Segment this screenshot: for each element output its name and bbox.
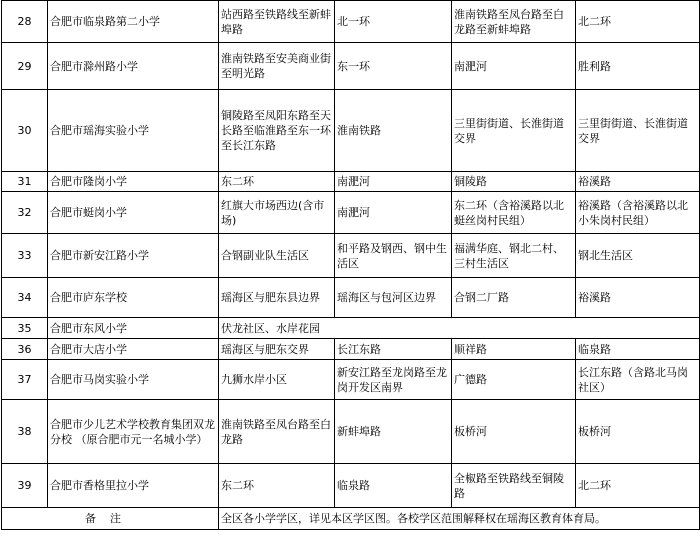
boundary-cell: 南淝河 <box>452 43 576 90</box>
boundary-cell: 东二环 <box>219 464 335 508</box>
boundary-cell: 三里街街道、长淮街道交界 <box>452 90 576 172</box>
row-number: 29 <box>2 43 48 90</box>
school-name: 合肥市瑶海实验小学 <box>48 90 219 172</box>
boundary-cell: 长江东路（含路北马岗社区） <box>576 360 700 400</box>
boundary-cell: 淮南铁路至安美商业街至明光路 <box>219 43 335 90</box>
boundary-cell: 临泉路 <box>576 339 700 360</box>
boundary-cell: 板桥河 <box>452 400 576 464</box>
row-number: 36 <box>2 339 48 360</box>
boundary-cell: 全椒路至铁路线至铜陵路 <box>452 464 576 508</box>
boundary-cell: 铜陵路 <box>452 172 576 192</box>
row-number: 35 <box>2 318 48 339</box>
school-district-table <box>1 0 700 530</box>
boundary-cell: 南淝河 <box>335 172 452 192</box>
boundary-cell: 瑶海区与包河区边界 <box>335 278 452 318</box>
row-number: 38 <box>2 400 48 464</box>
school-name: 合肥市临泉路第二小学 <box>48 1 219 43</box>
boundary-cell: 长江东路 <box>335 339 452 360</box>
boundary-cell: 裕溪路 <box>576 172 700 192</box>
table-row <box>2 318 700 339</box>
boundary-cell: 新蚌埠路 <box>335 400 452 464</box>
row-number: 32 <box>2 192 48 234</box>
boundary-cell: 东二环 <box>219 172 335 192</box>
note-row <box>2 508 700 530</box>
school-name: 合肥市马岗实验小学 <box>48 360 219 400</box>
row-number: 33 <box>2 234 48 278</box>
boundary-cell: 站西路至铁路线至新蚌埠路 <box>219 1 335 43</box>
boundary-cell: 瑶海区与肥东县边界 <box>219 278 335 318</box>
boundary-cell: 伏龙社区、水岸花园 <box>219 318 700 339</box>
school-name: 合肥市隆岗小学 <box>48 172 219 192</box>
boundary-cell: 新安江路至龙岗路至龙岗开发区南界 <box>335 360 452 400</box>
table-row <box>2 400 700 464</box>
row-number: 28 <box>2 1 48 43</box>
boundary-cell: 裕溪路 <box>576 278 700 318</box>
table-row <box>2 1 700 43</box>
school-name: 合肥市东风小学 <box>48 318 219 339</box>
boundary-cell: 南淝河 <box>335 192 452 234</box>
school-name: 合肥市庐东学校 <box>48 278 219 318</box>
school-name: 合肥市少儿艺术学校教育集团双龙分校 （原合肥市元一名城小学） <box>48 400 219 464</box>
school-name: 合肥市滁州路小学 <box>48 43 219 90</box>
table-row <box>2 192 700 234</box>
note-label: 备注 <box>2 508 219 530</box>
boundary-cell: 合钢副业队生活区 <box>219 234 335 278</box>
boundary-cell: 淮南铁路 <box>335 90 452 172</box>
boundary-cell: 北二环 <box>576 464 700 508</box>
school-district-table-page <box>1 0 699 530</box>
boundary-cell: 广德路 <box>452 360 576 400</box>
boundary-cell: 东二环（含裕溪路以北蜓丝岗村民组） <box>452 192 576 234</box>
boundary-cell: 北一环 <box>335 1 452 43</box>
table-row <box>2 90 700 172</box>
row-number: 31 <box>2 172 48 192</box>
row-number: 37 <box>2 360 48 400</box>
note-text: 全区各小学学区，详见本区学区图。各校学区范围解释权在瑶海区教育体育局。 <box>219 508 700 530</box>
boundary-cell: 三里街街道、长淮街道交界 <box>576 90 700 172</box>
school-name: 合肥市香格里拉小学 <box>48 464 219 508</box>
boundary-cell: 北二环 <box>576 1 700 43</box>
table-row <box>2 339 700 360</box>
row-number: 30 <box>2 90 48 172</box>
row-number: 39 <box>2 464 48 508</box>
table-row <box>2 464 700 508</box>
boundary-cell: 胜利路 <box>576 43 700 90</box>
table-row <box>2 43 700 90</box>
school-name: 合肥市大店小学 <box>48 339 219 360</box>
table-row <box>2 172 700 192</box>
boundary-cell: 福满华庭、钢北二村、三村生活区 <box>452 234 576 278</box>
boundary-cell: 裕溪路（含裕溪路以北小朱岗村民组） <box>576 192 700 234</box>
boundary-cell: 合钢二厂路 <box>452 278 576 318</box>
table-row <box>2 360 700 400</box>
boundary-cell: 九狮水岸小区 <box>219 360 335 400</box>
boundary-cell: 顺祥路 <box>452 339 576 360</box>
boundary-cell: 钢北生活区 <box>576 234 700 278</box>
boundary-cell: 和平路及钢西、钢中生活区 <box>335 234 452 278</box>
school-name: 合肥市新安江路小学 <box>48 234 219 278</box>
boundary-cell: 淮南铁路至凤台路至白龙路至新蚌埠路 <box>452 1 576 43</box>
boundary-cell: 瑶海区与肥东交界 <box>219 339 335 360</box>
boundary-cell: 临泉路 <box>335 464 452 508</box>
boundary-cell: 板桥河 <box>576 400 700 464</box>
table-row <box>2 234 700 278</box>
boundary-cell: 铜陵路至凤阳东路至天长路至临淮路至东一环至长江东路 <box>219 90 335 172</box>
boundary-cell: 淮南铁路至凤台路至白龙路 <box>219 400 335 464</box>
boundary-cell: 红旗大市场西边(含市场) <box>219 192 335 234</box>
boundary-cell: 东一环 <box>335 43 452 90</box>
school-name: 合肥市蜓岗小学 <box>48 192 219 234</box>
table-row <box>2 278 700 318</box>
row-number: 34 <box>2 278 48 318</box>
